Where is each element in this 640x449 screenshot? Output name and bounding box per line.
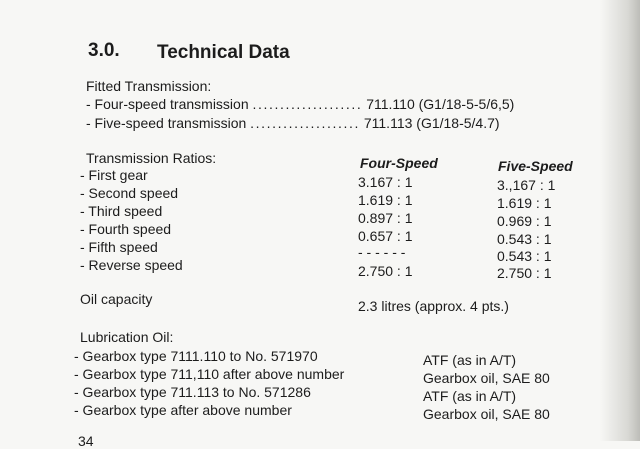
fitted-item-five-speed — [86, 115, 500, 132]
column-header-four-speed: Four-Speed — [360, 155, 438, 171]
fitted-item-label: - Five-speed transmission — [86, 115, 247, 131]
column-header-five-speed: Five-Speed — [498, 158, 573, 174]
lubrication-heading: Lubrication Oil: — [80, 329, 174, 345]
fitted-item-value: 711.113 (G1/18-5/4.7) — [363, 115, 500, 131]
lubrication-value: ATF (as in A/T) — [423, 388, 517, 404]
lubrication-label: - Gearbox type after above number — [74, 402, 292, 418]
fitted-item-value: 711.110 (G1/18-5-5/6,5) — [366, 96, 515, 112]
ratio-four-speed: 2.750 : 1 — [358, 263, 413, 279]
ratio-four-speed: 1.619 : 1 — [358, 192, 413, 208]
fitted-item-label: - Four-speed transmission — [86, 96, 249, 112]
ratio-four-speed: 0.897 : 1 — [358, 210, 413, 226]
fitted-transmission-heading: Fitted Transmission: — [86, 78, 212, 94]
ratio-label: - Fourth speed — [80, 221, 172, 237]
lubrication-label: - Gearbox type 711.113 to No. 571286 — [74, 384, 311, 400]
ratio-four-speed: 0.657 : 1 — [358, 228, 413, 244]
page-number: 34 — [78, 433, 94, 449]
ratio-four-speed: 3.167 : 1 — [358, 174, 413, 190]
ratio-label: - First gear — [80, 167, 148, 183]
fitted-item-four-speed — [86, 96, 514, 113]
ratio-label: - Fifth speed — [80, 239, 158, 255]
lubrication-value: ATF (as in A/T) — [423, 352, 517, 368]
ratio-label: - Second speed — [80, 185, 179, 201]
oil-capacity-value: 2.3 litres (approx. 4 pts.) — [358, 298, 509, 314]
ratio-label: - Reverse speed — [80, 257, 183, 273]
lubrication-value: Gearbox oil, SAE 80 — [423, 406, 550, 422]
page-title: Technical Data — [157, 42, 290, 63]
oil-capacity-label: Oil capacity — [80, 291, 153, 307]
ratio-five-speed: 0.543 : 1 — [497, 231, 552, 247]
ratio-five-speed: 2.750 : 1 — [497, 265, 552, 281]
lubrication-label: - Gearbox type 7111.110 to No. 571970 — [74, 348, 318, 364]
ratio-five-speed: 0.969 : 1 — [497, 213, 552, 229]
dot-leader: .................... — [252, 96, 363, 112]
lubrication-label: - Gearbox type 711,110 after above number — [74, 366, 345, 382]
ratio-five-speed: 0.543 : 1 — [497, 248, 552, 264]
ratios-heading: Transmission Ratios: — [86, 150, 217, 166]
ratio-label: - Third speed — [80, 203, 163, 219]
section-number: 3.0. — [88, 40, 120, 61]
ratio-five-speed: 3.,167 : 1 — [497, 177, 556, 193]
lubrication-value: Gearbox oil, SAE 80 — [423, 370, 550, 386]
ratio-five-speed: 1.619 : 1 — [497, 195, 552, 211]
dot-leader: .................... — [250, 115, 360, 131]
ratio-four-speed: - - - - - - — [358, 244, 406, 260]
page-edge-shadow — [600, 0, 640, 441]
